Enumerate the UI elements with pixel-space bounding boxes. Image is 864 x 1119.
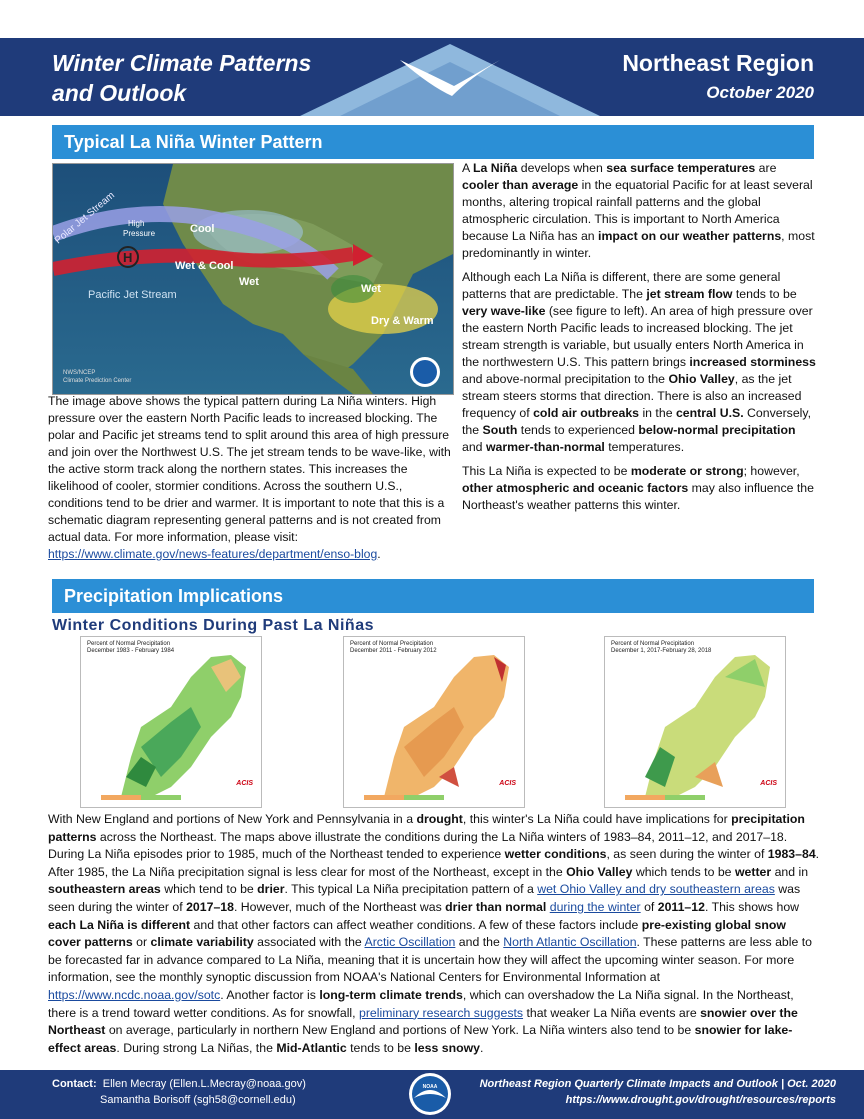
text-run: which tends to be: [632, 864, 735, 879]
text-run: .: [480, 1040, 484, 1055]
bold-phrase: southeastern areas: [48, 882, 161, 897]
bold-phrase: La Niña: [472, 161, 518, 175]
bold-phrase: very wave-like: [462, 304, 546, 318]
text-run: ; however,: [743, 464, 800, 478]
bold-phrase: 2017–18: [186, 899, 234, 914]
text-run: and above-normal precipitation to the: [462, 372, 669, 386]
precip-map-1-label: [87, 641, 174, 655]
map-caption-text: The image above shows the typical pattern during La Niña winters. High pressure over the eastern North Pacific leads to increased blocking. The polar and Pacific jet streams tend to split around this area of high pressure and join over the Northwest U.S. The jet stream tends to be wave-like, with the active storm track along the northern states. This increases the likelihood of cooler, stormier conditions. Across the southern U.S., conditions tend to be drier and warmer. It is important to note that this is a schematic diagram representing general patterns and is not created from actual data. For more information, please visit:: [48, 394, 451, 544]
la-nina-pattern-map: [52, 163, 454, 395]
precip-map-1-graphic: [81, 637, 261, 807]
contact-borisoff: Samantha Borisoff (sgh58@cornell.edu): [100, 1094, 296, 1106]
text-run: temperatures.: [604, 440, 685, 454]
precip-map-2-title: Percent of Normal Precipitation: [350, 641, 434, 647]
map-credit-1: NWS/NCEP: [63, 370, 96, 376]
acis-logo-1: ACIS: [236, 780, 253, 787]
report-title-line1: Winter Climate Patterns: [52, 50, 312, 76]
region-name: Northeast Region: [622, 50, 814, 76]
text-run: in the: [639, 406, 676, 420]
text-run: in the equatorial Pacific for at least several months, altering tropical rainfall patterns and the global atmospheric circulation. This is important to North America because La Niña has an: [462, 178, 813, 243]
text-run: , most predominantly in winter.: [462, 229, 815, 260]
acis-logo-2: ACIS: [499, 780, 516, 787]
report-date: October 2020: [706, 83, 814, 102]
map-label-polar-jet: Polar Jet Stream: [53, 189, 117, 247]
map-label-wet-west: Wet: [239, 276, 259, 288]
section-title-la-nina-pattern: Typical La Niña Winter Pattern: [52, 125, 814, 159]
map-label-wet-east: Wet: [361, 283, 381, 295]
text-run: and the: [455, 935, 504, 950]
map-credit-2: Climate Prediction Center: [63, 378, 132, 384]
text-run: . This shows how: [704, 899, 800, 914]
map-label-h: H: [123, 250, 133, 265]
enso-blog-link[interactable]: https://www.climate.gov/news-features/department/enso-blog: [48, 547, 378, 561]
la-nina-description: [462, 160, 816, 521]
bold-phrase: snowier for lake-effect areas: [48, 1023, 793, 1055]
text-run: Conversely, the: [462, 406, 812, 437]
noaa-logo-icon: [408, 1072, 452, 1116]
footer-report-url: https://www.drought.gov/drought/resources/reports: [565, 1094, 836, 1106]
text-run: on average, particularly in northern New England and portions of New York. La Niña winters also tend to be: [105, 1023, 695, 1038]
inline-link[interactable]: Arctic Oscillation: [364, 935, 456, 950]
bold-phrase: jet stream flow: [646, 287, 733, 301]
bold-phrase: increased storminess: [689, 355, 816, 369]
bold-phrase: Mid-Atlantic: [276, 1040, 347, 1055]
la-nina-paragraph-3: [462, 463, 816, 514]
bold-phrase: cooler than average: [462, 178, 579, 192]
footer-report-title: Northeast Region Quarterly Climate Impacts and Outlook | Oct. 2020: [479, 1078, 836, 1090]
text-run: and in: [771, 864, 809, 879]
bold-phrase: 1983–84: [767, 847, 816, 862]
bold-phrase: warmer-than-normal: [485, 440, 605, 454]
text-run: , as the jet stream steers storms that direction. There is also an increased frequency of: [462, 372, 802, 420]
bold-phrase: wetter conditions: [504, 847, 607, 862]
contact-mecray: Ellen Mecray (Ellen.L.Mecray@noaa.gov): [102, 1078, 306, 1090]
precip-map-1983-84: [80, 636, 262, 808]
footer-report-info: [480, 1076, 836, 1108]
noaa-logo-text: NOAA: [422, 1084, 438, 1090]
past-la-nina-subtitle: Winter Conditions During Past La Niñas: [52, 617, 374, 634]
map-label-wet-cool: Wet & Cool: [175, 260, 234, 272]
map-label-high-2: Pressure: [123, 229, 156, 238]
precip-map-2-label: [350, 641, 437, 655]
la-nina-map-graphic: [53, 164, 453, 394]
precip-map-3-period: December 1, 2017-February 28, 2018: [611, 648, 712, 654]
precip-map-2-graphic: [344, 637, 524, 807]
precip-map-2017-18: [604, 636, 786, 808]
bold-phrase: pre-existing global snow cover patterns: [48, 917, 786, 950]
bold-phrase: drier: [257, 882, 285, 897]
bold-phrase: other atmospheric and oceanic factors: [462, 481, 689, 495]
text-run: (see figure to left). An area of high pressure over the eastern North Pacific leads to increased blocking. The jet stream strength is variable, but usually enters North America in the northwestern U.S. This pattern brings: [462, 304, 813, 369]
text-run: across the Northeast. The maps above illustrate the conditions during the La Niña winters of 1983–84, 2011–12, and 2017–18. During La Niña episodes prior to 1985, much of the Northeast tended to experience: [48, 829, 788, 862]
text-run: . Another factor is: [220, 987, 320, 1002]
text-run: of: [640, 899, 658, 914]
bold-phrase: Ohio Valley: [668, 372, 735, 386]
bold-phrase: wetter: [734, 864, 772, 879]
text-run: . During strong La Niñas, the: [116, 1040, 277, 1055]
text-run: and that other factors can affect weather conditions. A few of these factors include: [190, 917, 642, 932]
bold-phrase: below-normal precipitation: [638, 423, 796, 437]
header-region-block: [622, 48, 814, 103]
text-run: associated with the: [253, 935, 365, 950]
bold-phrase: 2011–12: [657, 899, 705, 914]
text-run: tends to be: [732, 287, 797, 301]
inline-link[interactable]: North Atlantic Oscillation: [503, 935, 637, 950]
bold-phrase: South: [482, 423, 518, 437]
text-run: , as seen during the winter of: [606, 847, 768, 862]
bold-phrase: snowier over the Northeast: [48, 1005, 798, 1038]
text-run: , this winter's La Niña could have implications for: [462, 812, 732, 826]
text-run: With New England and portions of New York and Pennsylvania in a: [48, 812, 417, 826]
precip-map-1-period: December 1983 - February 1984: [87, 648, 175, 654]
bold-phrase: central U.S.: [675, 406, 744, 420]
section-title-precipitation: Precipitation Implications: [52, 579, 814, 613]
report-title-line2: and Outlook: [52, 80, 187, 106]
text-run: and: [462, 440, 486, 454]
map-label-pacific-jet: Pacific Jet Stream: [88, 289, 177, 301]
precip-map-3-title: Percent of Normal Precipitation: [611, 641, 695, 647]
map-label-dry-warm: Dry & Warm: [371, 315, 434, 327]
bold-phrase: drier than normal: [445, 899, 547, 914]
report-title: [52, 48, 352, 108]
inline-link[interactable]: during the winter: [549, 899, 641, 914]
precip-map-2011-12: [343, 636, 525, 808]
footer-contacts: [52, 1076, 306, 1108]
bold-phrase: each La Niña is different: [48, 917, 191, 932]
inline-link[interactable]: https://www.ncdc.noaa.gov/sotc: [48, 987, 221, 1002]
bold-phrase: sea surface temperatures: [606, 161, 756, 175]
la-nina-paragraph-1: [462, 160, 816, 262]
text-run: are: [755, 161, 777, 175]
contact-label: Contact:: [52, 1078, 97, 1090]
text-run: . However, much of the Northeast was: [233, 899, 446, 914]
text-run: develops when: [517, 161, 607, 175]
text-run: This La Niña is expected to be: [462, 464, 631, 478]
precip-map-3-label: [611, 641, 711, 655]
bold-phrase: less snowy: [414, 1040, 480, 1055]
map-label-cool: Cool: [190, 223, 215, 235]
map-label-high-1: High: [128, 219, 145, 228]
text-run: which tend to be: [160, 882, 258, 897]
text-run: A: [462, 161, 473, 175]
text-run: . After 1985, the La Niña precipitation signal is less clear for most of the Northeast, except in the: [48, 847, 820, 879]
la-nina-paragraph-2: [462, 269, 816, 456]
acis-logo-3: ACIS: [760, 780, 777, 787]
precip-map-2-period: December 2011 - February 2012: [350, 648, 437, 654]
precipitation-discussion: [48, 811, 820, 1057]
inline-link[interactable]: wet Ohio Valley and dry southeastern areas: [537, 882, 775, 897]
map-caption: [48, 393, 456, 563]
text-run: that weaker La Niña events are: [523, 1005, 701, 1020]
bold-phrase: impact on our weather patterns: [598, 229, 782, 243]
page-header: [0, 0, 864, 116]
precip-map-3-graphic: [605, 637, 785, 807]
map-caption-end: .: [377, 547, 381, 561]
text-run: . These patterns are less able to be forecasted far in advance compared to La Niña, meaning that it is uncertain how they will affect the upcoming winter season. For more information, see the monthly synoptic discussion from NOAA's National Centers for Environmental Information at: [48, 935, 812, 985]
bold-phrase: Ohio Valley: [566, 864, 633, 879]
text-run: Although each La Niña is different, there are some general patterns that are predictable. The: [462, 270, 781, 301]
inline-link[interactable]: preliminary research suggests: [359, 1005, 524, 1020]
bold-phrase: cold air outbreaks: [533, 406, 640, 420]
text-run: may also influence the Northeast's weather patterns this winter.: [462, 481, 814, 512]
text-run: . This typical La Niña precipitation pattern of a: [284, 882, 538, 897]
bold-phrase: moderate or strong: [630, 464, 744, 478]
precip-map-1-title: Percent of Normal Precipitation: [87, 641, 171, 647]
bold-phrase: drought: [416, 812, 463, 826]
bold-phrase: climate variability: [150, 935, 254, 950]
text-run: was seen during the winter of: [48, 882, 801, 914]
text-run: tends to experienced: [517, 423, 639, 437]
bold-phrase: long-term climate trends: [319, 987, 463, 1002]
text-run: tends to be: [346, 1040, 415, 1055]
text-run: , which can overshadow the La Niña signal. In the Northeast, there is a trend toward wetter conditions. As for snowfall,: [48, 987, 794, 1020]
bold-phrase: precipitation patterns: [48, 812, 805, 844]
text-run: or: [132, 935, 151, 950]
